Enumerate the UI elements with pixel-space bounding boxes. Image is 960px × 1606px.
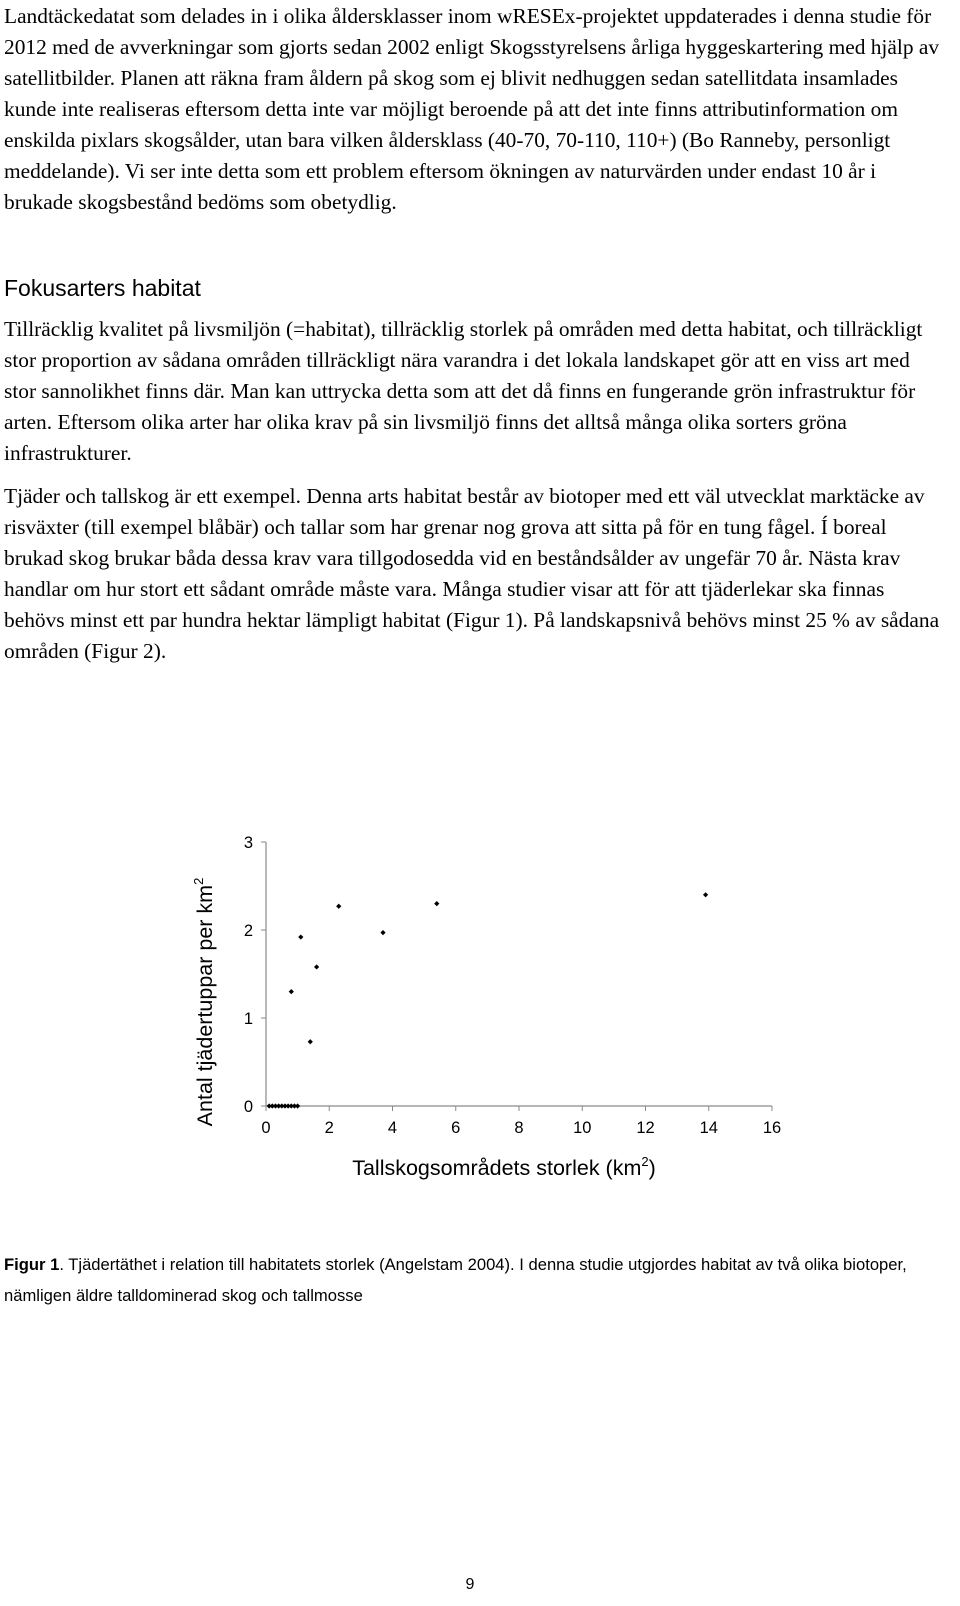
- paragraph-landcover-data: Landtäckedatat som delades in i olika åldersklasser inom wRESEx-projektet uppdaterades i denna studie för 2012 med de avverkningar som gjorts sedan 2002 enligt Skogsstyrelsens årliga hyggeskartering med hjälp av satellitbilder. Planen att räkna fram åldern på skog som ej blivit nedhuggen sedan satellitdata insamlades kunde inte realiseras eftersom detta inte var möjligt beroende på att det inte finns attributinformation om enskilda pixlars skogsålder, utan bara vilken åldersklass (40-70, 70-110, 110+) (Bo Ranneby, personligt meddelande). Vi ser inte detta som ett problem eftersom ökningen av naturvärden under endast 10 år i brukade skogsbestånd bedöms som obetydlig.: [4, 4, 940, 214]
- page-number: 9: [465, 1576, 475, 1593]
- x-tick-label: 4: [387, 1119, 398, 1137]
- x-axis-label-text: Tallskogsområdets storlek (km: [352, 1156, 642, 1180]
- x-tick-label: 0: [261, 1119, 271, 1137]
- y-axis-label: [191, 878, 217, 1127]
- chart-axes: [266, 842, 772, 1106]
- data-point: [314, 964, 319, 969]
- figure-1-scatter-chart: [170, 820, 810, 1200]
- figure-caption-text: . Tjädertäthet i relation till habitatets storlek (Angelstam 2004). I denna studie utgjordes habitat av två olika biotoper, nämligen äldre talldominerad skog och tallmosse: [4, 1255, 907, 1305]
- figure-caption: [4, 1249, 954, 1311]
- data-point: [295, 1103, 300, 1108]
- data-point: [289, 989, 294, 994]
- data-point: [336, 904, 341, 909]
- figure-caption-label: Figur 1: [4, 1255, 60, 1274]
- x-tick-label: 10: [573, 1119, 592, 1137]
- y-axis-label-text: Antal tjädertuppar per km: [193, 884, 217, 1127]
- scatter-chart-svg: [170, 820, 810, 1200]
- x-tick-label: 8: [514, 1119, 524, 1137]
- x-axis-label-close: ): [648, 1156, 656, 1180]
- x-axis-label: [352, 1154, 656, 1180]
- x-tick-label: 12: [636, 1119, 655, 1137]
- chart-ticks: [244, 834, 781, 1137]
- section-heading: Fokusarters habitat: [4, 275, 201, 301]
- data-point: [434, 901, 439, 906]
- paragraph-habitat-quality: Tillräcklig kvalitet på livsmiljön (=habitat), tillräcklig storlek på områden med detta habitat, och tillräckligt stor proportion av sådana områden tillräckligt nära varandra i det lokala landskapet gör att en viss art med stor sannolikhet finns där. Man kan uttrycka detta som att det då finns en fungerande grön infrastruktur för arten. Eftersom olika arter har olika krav på sin livsmiljö finns det alltså många olika sorters gröna infrastrukturer.: [4, 317, 923, 465]
- data-point: [308, 1039, 313, 1044]
- x-tick-label: 16: [762, 1119, 782, 1137]
- y-tick-label: 3: [243, 834, 253, 852]
- y-tick-label: 1: [243, 1010, 253, 1028]
- x-tick-label: 2: [324, 1119, 334, 1137]
- data-point: [380, 930, 385, 935]
- data-point: [703, 892, 708, 897]
- chart-points: [267, 892, 709, 1108]
- paragraph-capercaillie-example: Tjäder och tallskog är ett exempel. Denna arts habitat består av biotoper med ett väl utvecklat marktäcke av risväxter (till exempel blåbär) och tallar som har grenar nog grova att sitta på för en tung fågel. Í boreal brukad skog brukar båda dessa krav vara tillgodosedda vid en beståndsålder av ungefär 70 år. Nästa krav handlar om hur stort ett sådant område måste vara. Många studier visar att för att tjäderlekar ska finnas behövs minst ett par hundra hektar lämpligt habitat (Figur 1). På landskapsnivå behövs minst 25 % av sådana områden (Figur 2).: [4, 484, 940, 663]
- data-point: [298, 934, 303, 939]
- x-tick-label: 14: [699, 1119, 718, 1137]
- x-axis-label-superscript: 2: [641, 1154, 649, 1169]
- y-tick-label: 2: [243, 922, 253, 940]
- x-tick-label: 6: [451, 1119, 461, 1137]
- y-axis-label-superscript: 2: [191, 877, 206, 885]
- y-tick-label: 0: [243, 1098, 253, 1116]
